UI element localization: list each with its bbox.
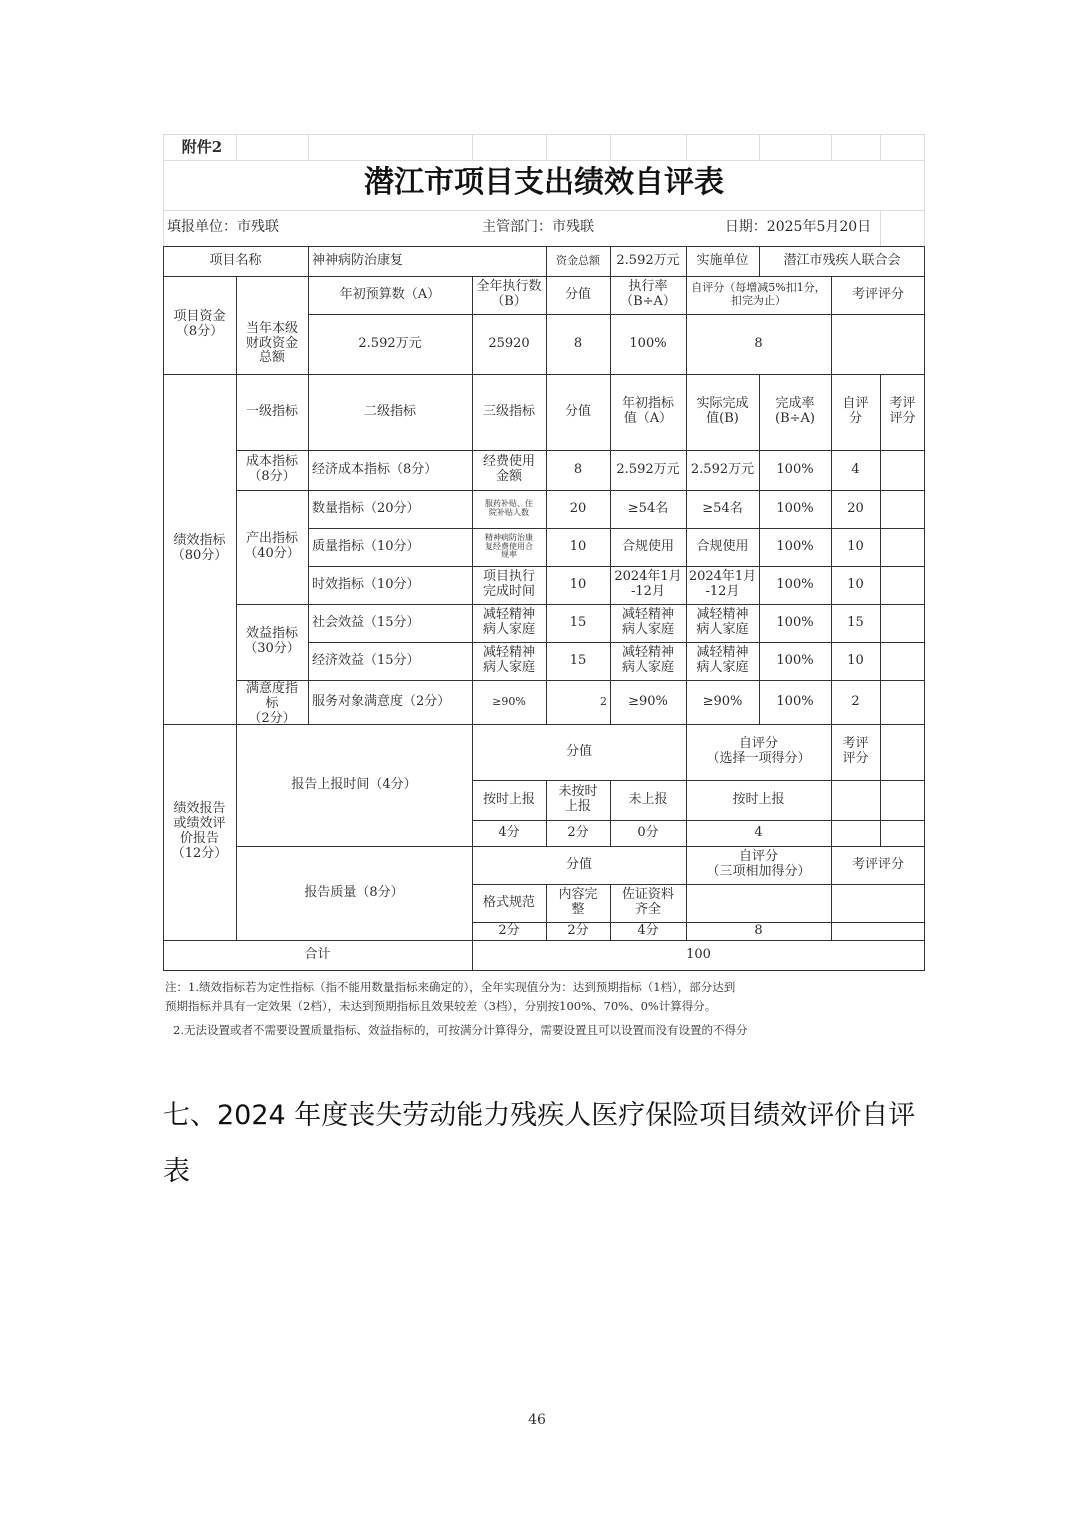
quality-option-format: 格式规范: [482, 894, 535, 910]
perf-cell-actual: ≥54名: [702, 500, 743, 516]
perf-header-rate: 完成率 (B÷A): [775, 396, 815, 426]
note-line-1: 注：1.绩效指标若为定性指标（指不能用数量指标来确定的），全年实现值分为：达到预期指标（1档），部分达到: [165, 980, 736, 994]
grid-line-v: [759, 134, 760, 160]
perf-cell-score: 10: [569, 576, 587, 592]
perf-cell-third: 精神病防治康 复经费使用合 规率: [485, 532, 533, 560]
grid-line-v: [831, 134, 832, 160]
attachment-label: 附件2: [181, 138, 223, 157]
funds-header-review-score: 考评评分: [851, 286, 904, 302]
perf-header-actual: 实际完成 值(B): [696, 396, 749, 426]
quality-self-score: 8: [754, 922, 763, 938]
perf-cell-third: 服药补贴、住 院补贴人数: [485, 499, 533, 517]
perf-cell-third: 项目执行 完成时间: [482, 569, 535, 599]
quality-review-header: 考评评分: [851, 856, 904, 872]
perf-cell-target: ≥90%: [628, 693, 668, 709]
perf-cell-second: 时效指标（10分）: [312, 576, 420, 592]
perf-header-second: 二级指标: [363, 403, 416, 419]
report-section-label: 绩效报告 或绩效评 价报告 （12分）: [171, 801, 228, 861]
perf-cell-actual: 减轻精神 病人家庭: [696, 607, 749, 637]
perf-cell-score: 15: [569, 652, 587, 668]
grid-line-h: [163, 134, 925, 135]
perf-cell-self: 10: [847, 576, 864, 592]
perf-cell-third: 减轻精神 病人家庭: [482, 607, 535, 637]
performance-self-evaluation-sheet: [163, 134, 925, 1054]
perf-cell-score: 20: [569, 500, 587, 516]
perf-cell-review: [880, 642, 925, 680]
funds-self-score-value: 8: [754, 335, 763, 351]
perf-cell-score: 15: [569, 614, 587, 630]
timing-option-late: 未按时 上报: [558, 784, 598, 814]
quality-score-header: 分值: [565, 856, 592, 872]
timing-self-header: 自评分 （选择一项得分）: [706, 736, 811, 766]
perf-cell-rate: 100%: [776, 576, 814, 592]
perf-cell-second: 社会效益（15分）: [312, 614, 420, 630]
quality-option-content: 内容完 整: [558, 887, 598, 917]
project-funds-label: 项目资金 （8分）: [173, 309, 226, 339]
timing-points-none: 0分: [637, 824, 659, 840]
total-funds-label: 资金总额: [556, 253, 600, 267]
funds-header-self-score: 自评分（每增减5%扣1分，扣完为止）: [691, 281, 826, 307]
perf-cell-second: 经济效益（15分）: [312, 652, 420, 668]
grid-line-v: [472, 134, 473, 160]
perf-cell-target: 减轻精神 病人家庭: [621, 645, 674, 675]
perf-cell-review: [880, 490, 925, 528]
quality-self-header: 自评分 （三项相加得分）: [706, 849, 811, 879]
perf-cell-target: ≥54名: [627, 500, 669, 516]
quality-option-evidence: 佐证资料 齐全: [621, 887, 674, 917]
timing-self-score: 4: [754, 824, 763, 840]
perf-cell-actual: 2024年1月 -12月: [688, 569, 757, 599]
perf-cell-self: 10: [847, 538, 864, 554]
group-satisfaction: 满意度指 标 （2分）: [245, 681, 298, 724]
perf-header-self: 自评 分: [842, 396, 869, 426]
total-funds-value: 2.592万元: [616, 252, 680, 268]
timing-selected: 按时上报: [732, 791, 785, 807]
timing-option-none: 未上报: [628, 791, 668, 807]
grid-line-v: [880, 134, 881, 160]
perf-header-score: 分值: [564, 403, 591, 419]
perf-cell-second: 经济成本指标（8分）: [312, 461, 438, 477]
perf-cell-third: ≥90%: [492, 694, 526, 708]
perf-cell-self: 4: [851, 461, 860, 477]
grid-line-h: [163, 970, 925, 971]
perf-cell-rate: 100%: [776, 461, 814, 477]
note-line-2: 预期指标并具有一定效果（2档），未达到预期指标且效果较差（3档），分别按100%、70%、0%计算得分。: [165, 999, 717, 1013]
grid-line-v: [924, 134, 925, 160]
perf-header-first: 一级指标: [245, 403, 298, 419]
perf-cell-score: 10: [569, 538, 587, 554]
report-timing-label: 报告上报时间（4分）: [291, 776, 417, 792]
report-date: 日期：2025年5月20日: [724, 218, 872, 235]
table-title: 潜江市项目支出绩效自评表: [364, 164, 724, 200]
perf-cell-actual: 合规使用: [696, 538, 749, 554]
perf-header-target: 年初指标 值（A）: [621, 396, 674, 426]
perf-cell-rate: 100%: [776, 614, 814, 630]
perf-cell-self: 15: [847, 614, 864, 630]
perf-cell-rate: 100%: [776, 500, 814, 516]
timing-score-header: 分值: [565, 743, 592, 759]
funds-exec-rate-value: 100%: [629, 335, 667, 351]
perf-cell-self: 10: [847, 652, 864, 668]
group-output: 产出指标 （40分）: [244, 531, 300, 561]
quality-points-format: 2分: [498, 922, 520, 938]
perf-cell-score: 2: [600, 694, 607, 708]
timing-points-late: 2分: [567, 824, 589, 840]
performance-indicators-label: 绩效指标 （80分）: [171, 533, 228, 563]
perf-cell-second: 服务对象满意度（2分）: [312, 693, 451, 709]
funds-executed-value: 25920: [488, 335, 530, 351]
report-quality-label: 报告质量（8分）: [304, 884, 404, 900]
perf-cell-actual: ≥90%: [702, 693, 743, 709]
quality-points-content: 2分: [567, 922, 589, 938]
perf-cell-rate: 100%: [776, 693, 814, 709]
grid-line-v: [610, 134, 611, 160]
funds-row-label: 当年本级 财政资金 总额: [245, 320, 298, 366]
perf-cell-target: 2024年1月 -12月: [614, 569, 682, 599]
perf-cell-review: [880, 680, 925, 724]
perf-cell-review: [880, 528, 925, 566]
funds-score-value: 8: [573, 335, 583, 351]
perf-cell-review: [880, 450, 925, 490]
supervising-department: 主管部门：市残联: [482, 218, 594, 235]
grid-line-v: [308, 134, 309, 160]
timing-review-header: 考评 评分: [842, 736, 869, 766]
perf-cell-actual: 减轻精神 病人家庭: [696, 645, 749, 675]
perf-cell-second: 质量指标（10分）: [312, 538, 420, 554]
page-number: 46: [528, 1412, 546, 1428]
funds-budget-value: 2.592万元: [358, 335, 422, 351]
perf-header-review: 考评 评分: [889, 396, 916, 426]
grid-line-v: [163, 134, 164, 160]
executing-unit-label: 实施单位: [696, 252, 749, 268]
project-name-value: 神神病防治康复: [312, 252, 404, 268]
note-line-3: 2.无法设置或者不需要设置质量指标、效益指标的，可按满分计算得分，需要设置且可以设置而没有设置的不得分: [173, 1023, 748, 1037]
perf-cell-second: 数量指标（20分）: [312, 500, 420, 516]
perf-cell-third: 减轻精神 病人家庭: [482, 645, 535, 675]
funds-header-budget: 年初预算数（A）: [339, 286, 441, 302]
perf-cell-target: 2.592万元: [616, 461, 680, 477]
funds-header-score: 分值: [564, 286, 591, 302]
group-cost: 成本指标 （8分）: [245, 454, 298, 484]
total-label: 合计: [304, 946, 331, 962]
perf-cell-target: 减轻精神 病人家庭: [621, 607, 674, 637]
project-name-label: 项目名称: [209, 252, 262, 268]
perf-cell-self: 2: [851, 693, 860, 709]
group-benefit: 效益指标 （30分）: [244, 626, 300, 656]
perf-cell-actual: 2.592万元: [690, 461, 755, 477]
reporting-unit: 填报单位：市残联: [167, 218, 279, 235]
timing-option-on-time: 按时上报: [482, 791, 535, 807]
executing-unit-value: 潜江市残疾人联合会: [783, 252, 901, 268]
grid-line-v: [880, 724, 881, 846]
perf-cell-review: [880, 566, 925, 604]
perf-cell-target: 合规使用: [621, 538, 674, 554]
grid-line-v: [546, 134, 547, 160]
perf-cell-review: [880, 604, 925, 642]
perf-cell-rate: 100%: [776, 652, 814, 668]
section-heading: 七、2024 年度丧失劳动能力残疾人医疗保险项目绩效评价自评表: [163, 1100, 916, 1187]
perf-cell-rate: 100%: [776, 538, 814, 554]
perf-header-third: 三级指标: [482, 403, 535, 419]
perf-cell-self: 20: [847, 500, 864, 516]
quality-points-evidence: 4分: [637, 922, 659, 938]
grid-line-v: [686, 134, 687, 160]
perf-cell-score: 8: [573, 461, 583, 477]
funds-header-exec-rate: 执行率 （B÷A）: [620, 279, 676, 309]
total-value: 100: [686, 946, 711, 962]
perf-cell-third: 经费使用 金额: [482, 454, 535, 484]
funds-header-executed: 全年执行数（B）: [476, 279, 542, 309]
timing-points-on-time: 4分: [498, 824, 520, 840]
